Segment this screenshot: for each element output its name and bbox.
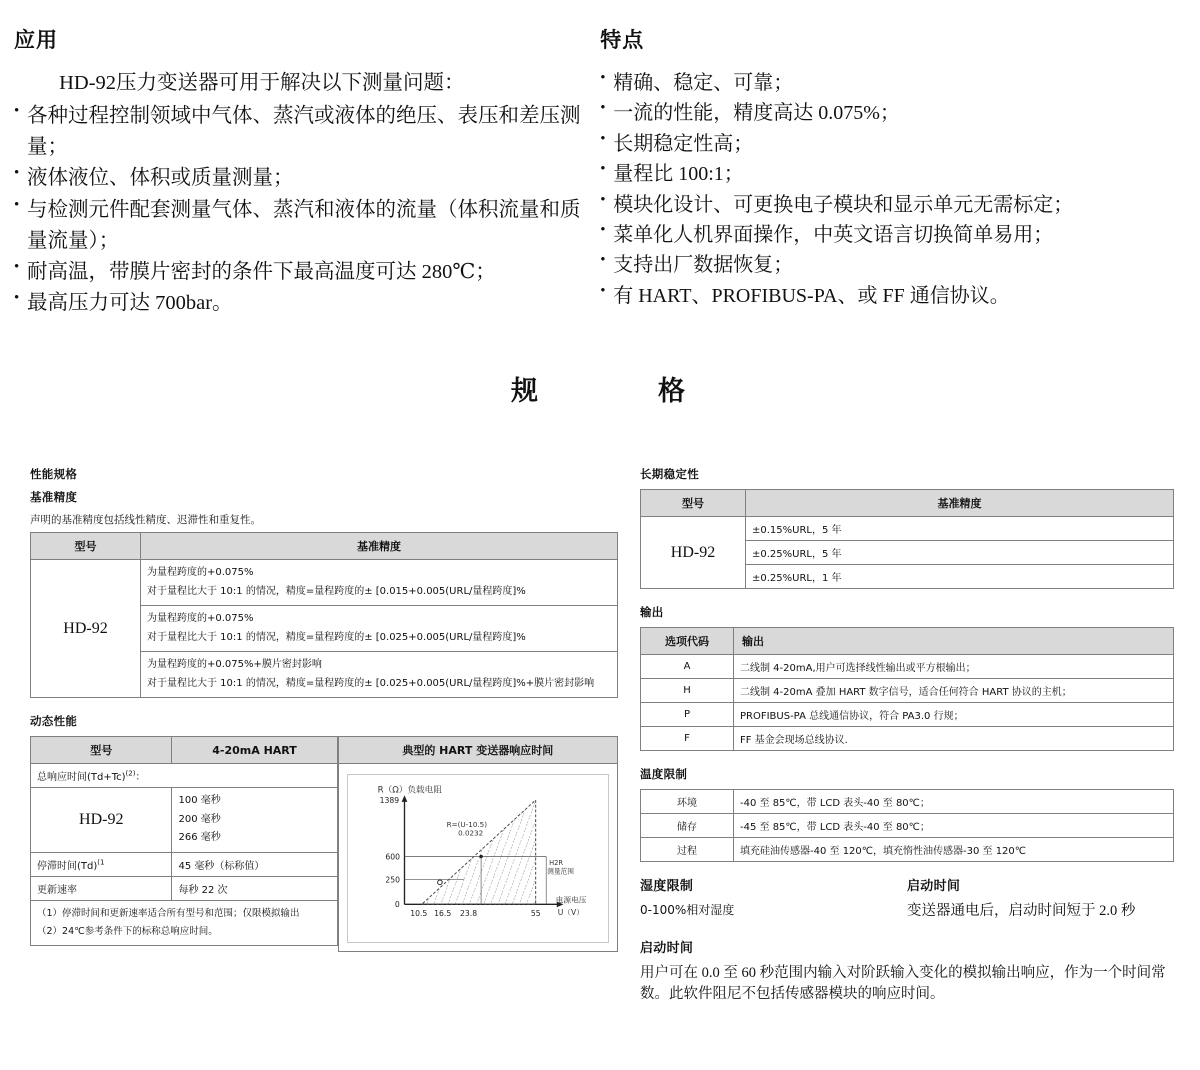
- dynamic-performance-block: [30, 736, 618, 952]
- svg-text:55: 55: [530, 909, 541, 919]
- accuracy-cell: [141, 560, 618, 606]
- list-item: • 长期稳定性高；: [600, 129, 1186, 159]
- list-item: • 量程比 100:1；: [600, 159, 1186, 189]
- table-header-row: [31, 737, 338, 764]
- humidity-value: 0-100%相对湿度: [640, 903, 735, 918]
- stability-value: ±0.25%URL，1 年: [746, 565, 1174, 589]
- features-column: [600, 24, 1186, 319]
- accuracy-line: 对于量程比大于 10:1 的情况，精度=量程跨度的± [0.025+0.005(URL/量程跨度]%+膜片密封影响: [147, 677, 595, 689]
- temp-label: 环境: [641, 790, 734, 814]
- table-row: [641, 655, 1174, 679]
- features-title: 特点: [600, 28, 645, 52]
- list-item: • 与检测元件配套测量气体、蒸汽和液体的流量（体积流量和质量流量）；: [14, 195, 582, 257]
- performance-title: 性能规格: [30, 467, 78, 482]
- applications-title: 应用: [14, 28, 58, 52]
- model-cell: HD-92: [641, 517, 746, 589]
- accuracy-line: 为量程跨度的+0.075%+膜片密封影响: [147, 659, 322, 671]
- dynamic-table-wrap: [30, 736, 338, 946]
- option-code: P: [641, 703, 734, 727]
- stability-table: [640, 489, 1174, 589]
- table-row: [641, 790, 1174, 814]
- dynamic-table: [30, 736, 338, 946]
- accuracy-cell: [141, 652, 618, 698]
- svg-text:测量范围: 测量范围: [546, 867, 574, 876]
- svg-text:0: 0: [394, 900, 400, 910]
- footnotes-cell: [31, 900, 338, 945]
- svg-text:250: 250: [384, 875, 400, 885]
- list-item: • 一流的性能，精度高达 0.075%；: [600, 98, 1186, 128]
- startup-title: 启动时间: [907, 879, 961, 895]
- response-times-cell: [172, 788, 337, 853]
- applications-lead: HD-92压力变送器可用于解决以下测量问题：: [59, 72, 465, 94]
- svg-text:16.5: 16.5: [433, 909, 451, 919]
- table-row: [31, 764, 338, 788]
- svg-text:0.0232: 0.0232: [457, 828, 483, 838]
- accuracy-line: 为量程跨度的+0.075%: [147, 613, 254, 625]
- hart-chart-block: [338, 736, 618, 952]
- column-header: 输出: [734, 628, 1174, 655]
- table-row: [31, 852, 338, 876]
- accuracy-note: 声明的基准精度包括线性精度、迟滞性和重复性。: [30, 514, 261, 527]
- humidity-block: [640, 875, 907, 923]
- option-code: A: [641, 655, 734, 679]
- option-desc: PROFIBUS-PA 总线通信协议，符合 PA3.0 行规；: [734, 703, 1174, 727]
- row-label: 停滞时间(Td): [37, 860, 98, 872]
- accuracy-line: 为量程跨度的+0.075%: [147, 567, 254, 579]
- response-time: 100 毫秒: [178, 795, 221, 807]
- column-header: 型号: [31, 533, 141, 560]
- svg-text:U（V）: U（V）: [557, 908, 584, 918]
- svg-text:1389: 1389: [379, 796, 399, 806]
- table-row: [641, 727, 1174, 751]
- table-row: [31, 900, 338, 945]
- list-item: • 精确、稳定、可靠；: [600, 68, 1186, 98]
- list-item: • 最高压力可达 700bar。: [14, 288, 582, 319]
- table-row: [641, 838, 1174, 862]
- specifications-section: [0, 466, 1200, 1005]
- table-row: [641, 814, 1174, 838]
- table-row: [31, 560, 618, 606]
- svg-text:电源电压: 电源电压: [555, 895, 586, 905]
- update-rate-label: 更新速率: [31, 876, 172, 900]
- total-response-label: 总响应时间(Td+Tc): [37, 772, 126, 784]
- response-time: 200 毫秒: [178, 813, 221, 825]
- table-header-row: [641, 628, 1174, 655]
- performance-column: [30, 466, 640, 1005]
- temp-value: -45 至 85℃，带 LCD 表头-40 至 80℃；: [734, 814, 1174, 838]
- accuracy-cell: [141, 606, 618, 652]
- list-item: • 模块化设计、可更换电子模块和显示单元无需标定；: [600, 190, 1186, 220]
- load-limit-chart: [350, 777, 606, 935]
- model-cell: HD-92: [31, 788, 172, 853]
- features-list: [600, 68, 1186, 311]
- footnote: （1）停滞时间和更新速率适合所有型号和范围；仅限模拟输出: [37, 907, 300, 919]
- damping-title: 启动时间: [640, 941, 694, 956]
- temp-label: 过程: [641, 838, 734, 862]
- list-item: • 支持出厂数据恢复；: [600, 250, 1186, 280]
- accuracy-line: 对于量程比大于 10:1 的情况，精度=量程跨度的± [0.025+0.005(URL/量程跨度]%: [147, 631, 526, 643]
- column-header: 基准精度: [746, 490, 1174, 517]
- dynamic-title: 动态性能: [30, 714, 78, 729]
- table-row: [31, 876, 338, 900]
- column-header: 型号: [31, 737, 172, 764]
- column-header: 4-20mA HART: [172, 737, 337, 764]
- humidity-title: 湿度限制: [640, 879, 694, 895]
- svg-text:R（Ω）负载电阻: R（Ω）负载电阻: [377, 785, 442, 796]
- svg-text:600: 600: [384, 852, 400, 862]
- total-response-cell: [31, 764, 338, 788]
- accuracy-line: 对于量程比大于 10:1 的情况，精度=量程跨度的± [0.015+0.005(URL/量程跨度]%: [147, 585, 526, 597]
- accuracy-table: [30, 532, 618, 698]
- table-header-row: [641, 490, 1174, 517]
- option-desc: 二线制 4-20mA 叠加 HART 数字信号，适合任何符合 HART 协议的主机；: [734, 679, 1174, 703]
- footnote: （2）24℃参考条件下的标称总响应时间。: [37, 925, 218, 937]
- damping-text: 用户可在 0.0 至 60 秒范围内输入对阶跃输入变化的模拟输出响应，作为一个时间常数。此软件阻尼不包括传感器模块的响应时间。: [640, 965, 1166, 1003]
- update-rate-value: 每秒 22 次: [172, 876, 337, 900]
- column-header: 型号: [641, 490, 746, 517]
- list-item: • 菜单化人机界面操作，中英文语言切换简单易用；: [600, 220, 1186, 250]
- svg-text:10.5: 10.5: [409, 909, 427, 919]
- table-row: [31, 788, 338, 853]
- temperature-table: [640, 789, 1174, 862]
- column-header: 基准精度: [141, 533, 618, 560]
- total-response-colon: ：: [135, 772, 146, 784]
- intro-section: [0, 0, 1200, 319]
- stability-title: 长期稳定性: [640, 467, 699, 482]
- total-response-sup: (2): [125, 769, 136, 778]
- output-title: 输出: [640, 605, 664, 620]
- applications-list: [14, 101, 582, 319]
- accuracy-title: 基准精度: [30, 490, 78, 505]
- option-code: H: [641, 679, 734, 703]
- model-cell: HD-92: [31, 560, 141, 698]
- chart-inner: [347, 774, 609, 943]
- stability-value: ±0.25%URL，5 年: [746, 541, 1174, 565]
- applications-column: [14, 24, 600, 319]
- table-row: [641, 679, 1174, 703]
- chart-title: 典型的 HART 变送器响应时间: [339, 737, 617, 764]
- table-row: [641, 517, 1174, 541]
- dead-time-label: [31, 852, 172, 876]
- column-header: 选项代码: [641, 628, 734, 655]
- list-item: • 耐高温，带膜片密封的条件下最高温度可达 280℃；: [14, 257, 582, 288]
- chart-area: [339, 764, 617, 951]
- list-item: • 液体液位、体积或质量测量；: [14, 163, 582, 194]
- table-header-row: [31, 533, 618, 560]
- table-row: [641, 703, 1174, 727]
- list-item: • 各种过程控制领域中气体、蒸汽或液体的绝压、表压和差压测量；: [14, 101, 582, 163]
- temp-label: 储存: [641, 814, 734, 838]
- startup-block: [907, 875, 1174, 923]
- chart-box: [338, 736, 618, 952]
- option-desc: FF 基金会现场总线协议.: [734, 727, 1174, 751]
- list-item: • 有 HART、PROFIBUS-PA、或 FF 通信协议。: [600, 281, 1186, 311]
- svg-text:R=(U-10.5): R=(U-10.5): [446, 820, 487, 830]
- output-table: [640, 627, 1174, 751]
- specifications-banner: 规 格: [511, 376, 707, 408]
- row-sup: (1: [97, 858, 105, 867]
- response-time: 266 毫秒: [178, 832, 221, 844]
- dead-time-value: 45 毫秒（标称值）: [172, 852, 337, 876]
- startup-value: 变送器通电后，启动时间短于 2.0 秒: [907, 903, 1136, 920]
- humidity-startup-row: [640, 875, 1174, 923]
- svg-text:23.8: 23.8: [459, 909, 477, 919]
- option-desc: 二线制 4-20mA,用户可选择线性输出或平方根输出；: [734, 655, 1174, 679]
- option-code: F: [641, 727, 734, 751]
- svg-text:H2R: H2R: [548, 859, 563, 868]
- specs-right-column: [640, 466, 1174, 1005]
- temp-value: 填充硅油传感器-40 至 120℃，填充惰性油传感器-30 至 120℃: [734, 838, 1174, 862]
- stability-value: ±0.15%URL，5 年: [746, 517, 1174, 541]
- temperature-title: 温度限制: [640, 767, 688, 782]
- damping-block: [640, 937, 1174, 1005]
- temp-value: -40 至 85℃，带 LCD 表头-40 至 80℃；: [734, 790, 1174, 814]
